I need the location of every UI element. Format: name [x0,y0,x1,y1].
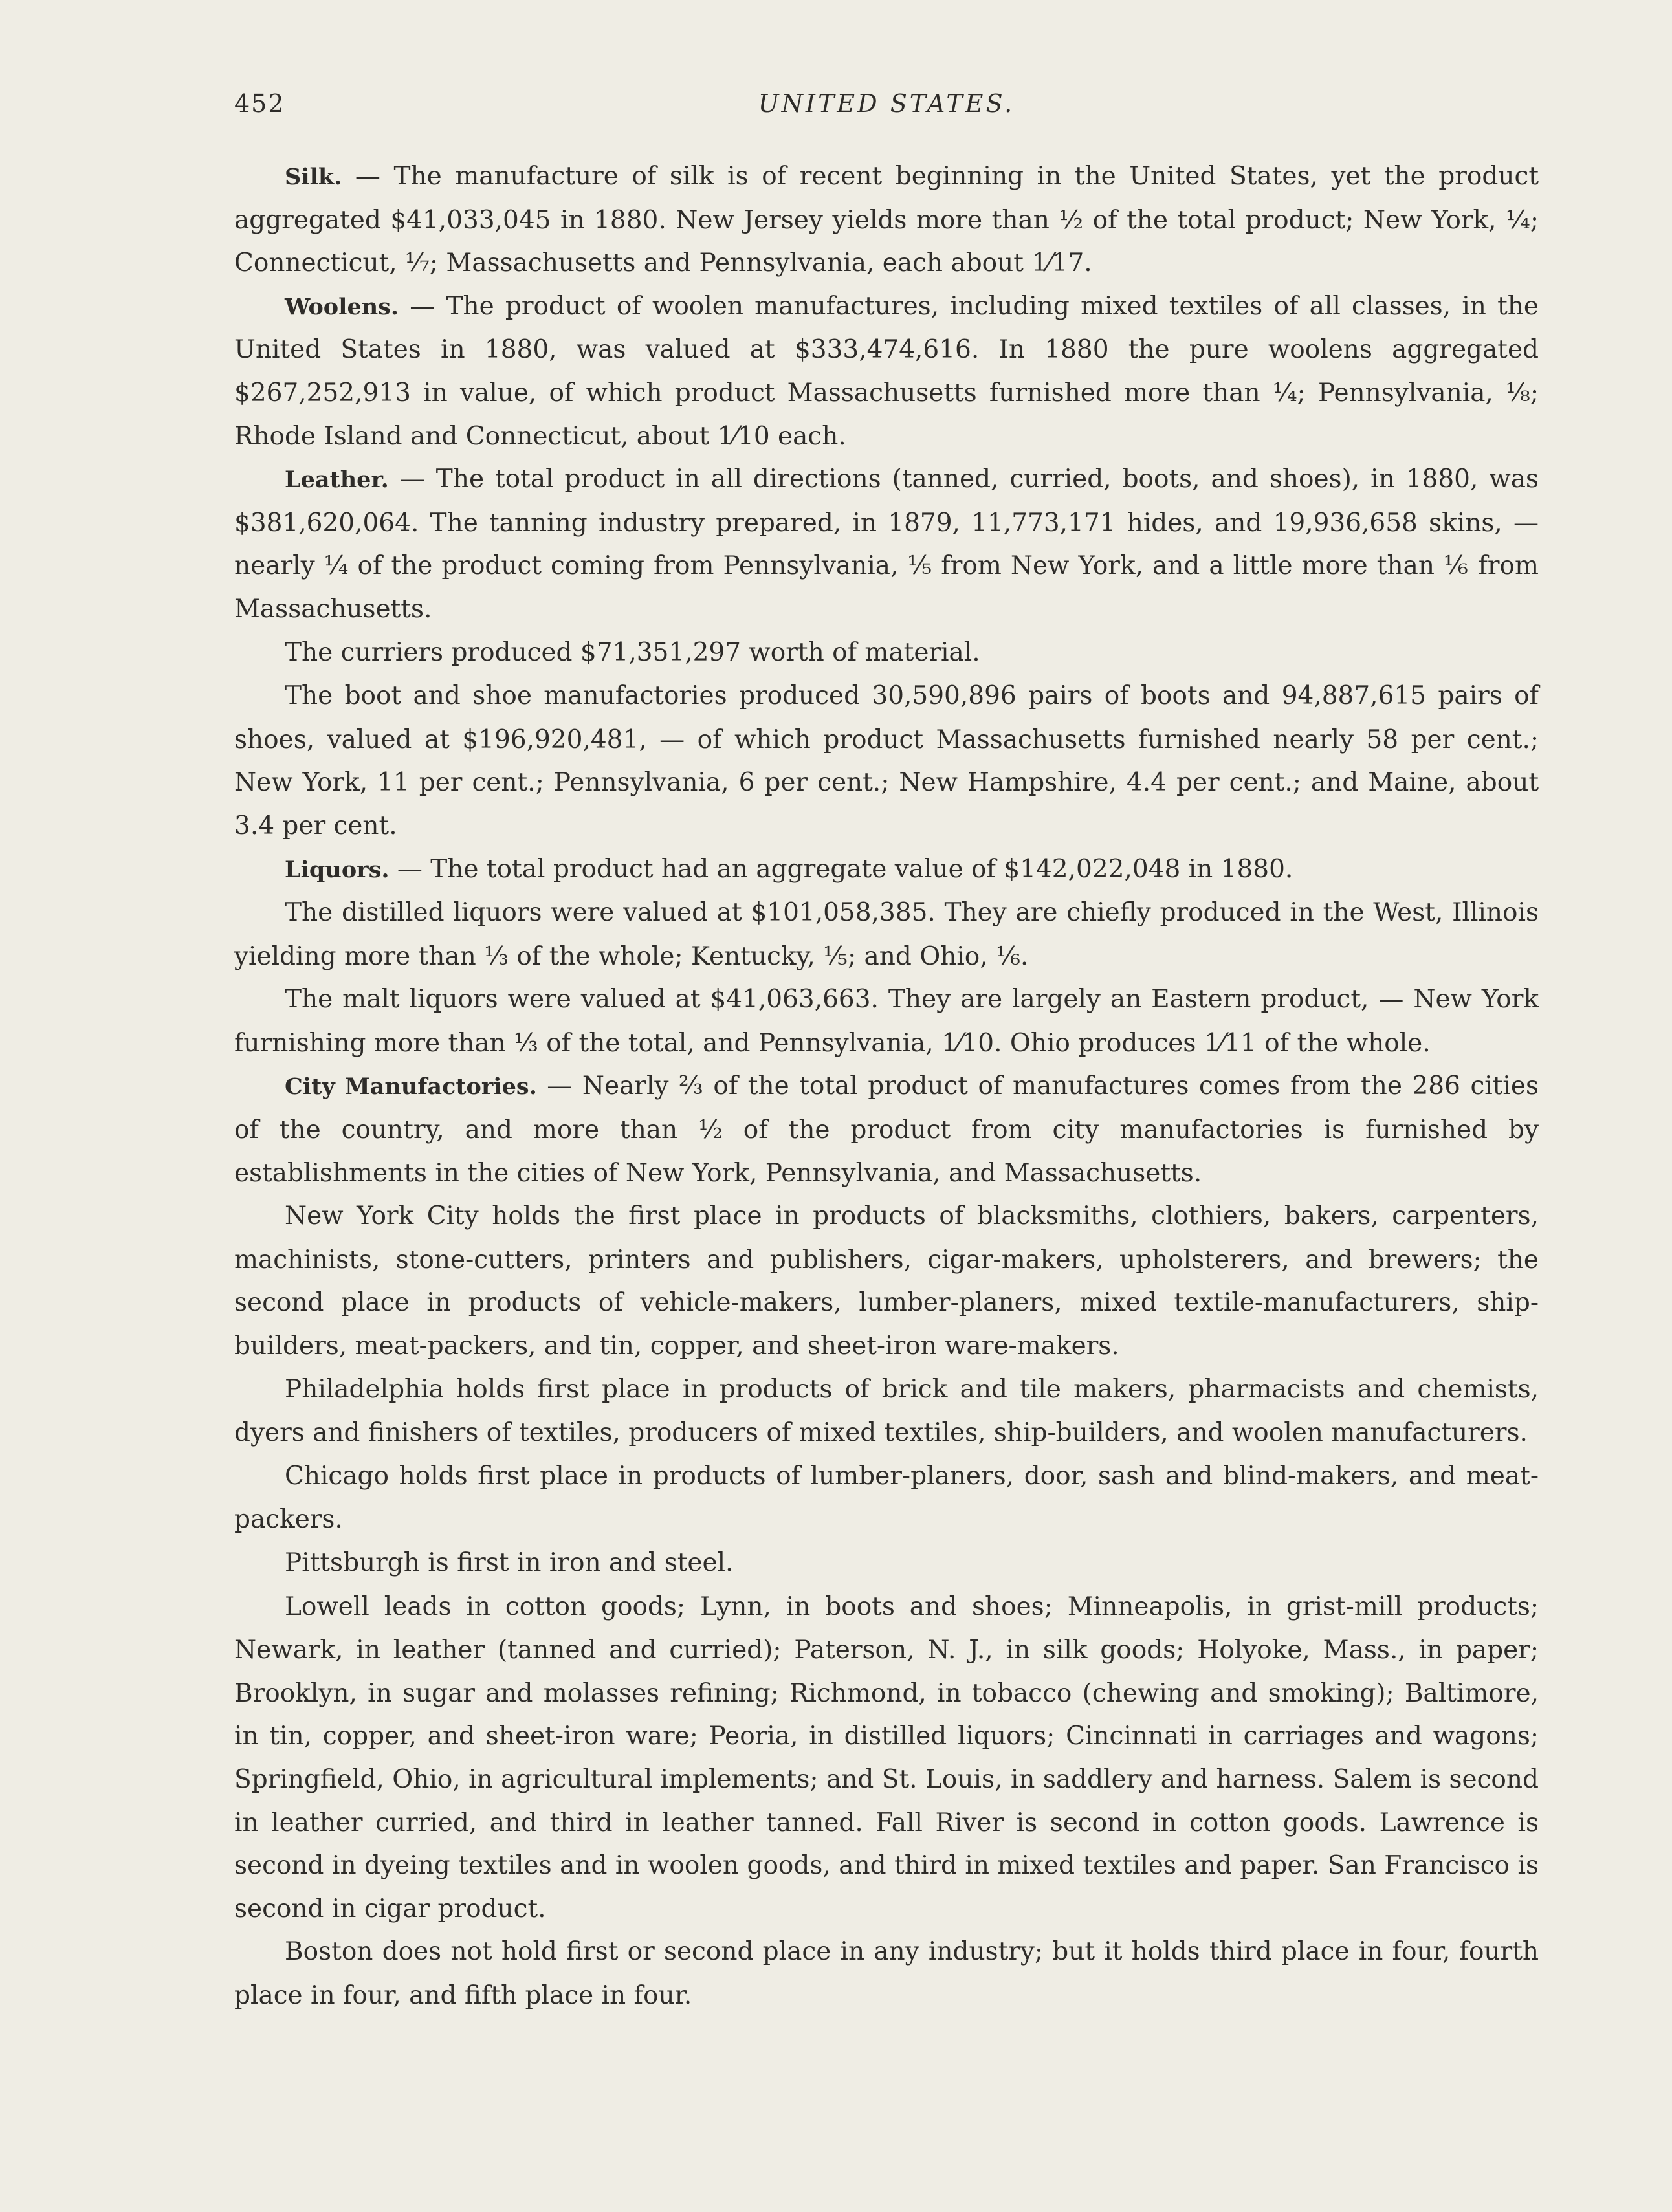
paragraph-distilled-liquors [234,892,1539,978]
paragraph-text: The boot and shoe manufactories produced 30,590,896 pairs of boots and 94,887,615 pairs of shoes, valued at $196,920,481, — of which product Massachusetts furnished nearly 58 per cent.; New York, 11 per cent.; Pennsylvania, 6 per cent.; New Hampshire, 4.4 per cent.; and Maine, about 3.4 per cent. [234,681,1539,840]
paragraph-text: New York City holds the first place in products of blacksmiths, clothiers, bakers, carpenters, machinists, stone-cutters, printers and publishers, cigar-makers, upholsterers, and brewers; the second place in products of vehicle-makers, lumber-planers, mixed textile-manufacturers, ship-builders, meat-packers, and tin, copper, and sheet-iron ware-makers. [234,1201,1539,1361]
paragraph-text: The curriers produced $71,351,297 worth of material. [285,637,980,667]
paragraph-text: The distilled liquors were valued at $101,058,385. They are chiefly produced in the West, Illinois yielding more than ⅓ of the whole; Kentucky, ⅕; and Ohio, ⅙. [234,898,1539,971]
section-heading-leather: Leather. [285,466,389,494]
paragraph-philadelphia [234,1368,1539,1455]
paragraph-liquors [234,848,1539,892]
paragraph-text: Philadelphia holds first place in products of brick and tile makers, pharmacists and chemists, dyers and finishers of textiles, producers of mixed textiles, ship-builders, and woolen manufacturers. [234,1374,1539,1448]
paragraph-text: — The product of woolen manufactures, including mixed textiles of all classes, in the United States in 1880, was valued at $333,474,616. In 1880 the pure woolens aggregated $267,252,913 in value, of which product Massachusetts furnished more than ¼; Pennsylvania, ⅛; Rhode Island and Connecticut, about 1⁄10 each. [234,291,1539,451]
paragraph-text: — The total product had an aggregate value of $142,022,048 in 1880. [389,854,1293,884]
paragraph-city-manufactories [234,1065,1539,1195]
paragraph-curriers [234,631,1539,675]
paragraph-text: — The total product in all directions (tanned, curried, boots, and shoes), in 1880, was $381,620,064. The tanning industry prepared, in 1879, 11,773,171 hides, and 19,936,658 skins, — nearly ¼ of the product coming from Pennsylvania, ⅕ from New York, and a little more than ⅙ from Massachusetts. [234,465,1539,624]
section-heading-silk: Silk. [285,164,342,190]
paragraph-pittsburgh [234,1542,1539,1586]
paragraph-text: Lowell leads in cotton goods; Lynn, in boots and shoes; Minneapolis, in grist-mill products; Newark, in leather (tanned and curried); Paterson, N. J., in silk goods; Holyoke, Mass., in paper; Brooklyn, in sugar and molasses refining; Richmond, in tobacco (chewing and smoking); Baltimore, in tin, copper, and sheet-iron ware; Peoria, in distilled liquors; Cincinnati in carriages and wagons; Springfield, Ohio, in agricultural implements; and St. Louis, in saddlery and harness. Salem is second in leather curried, and third in leather tanned. Fall River is second in cotton goods. Lawrence is second in dyeing textiles and in woolen goods, and third in mixed textiles and paper. San Francisco is second in cigar product. [234,1592,1539,1923]
paragraph-boston [234,1931,1539,2017]
paragraph-text: — Nearly ⅔ of the total product of manufactures comes from the 286 cities of the country, and more than ½ of the product from city manufactories is furnished by establishments in the cities of New York, Pennsylvania, and Massachusetts. [234,1071,1539,1188]
paragraph-malt-liquors [234,978,1539,1065]
page-number: 452 [234,89,285,118]
paragraph-new-york-city [234,1195,1539,1368]
body-text [234,155,1539,2018]
paragraph-text: The malt liquors were valued at $41,063,663. They are largely an Eastern product, — New York furnishing more than ⅓ of the total, and Pennsylvania, 1⁄10. Ohio produces 1⁄11 of the whole. [234,985,1539,1058]
paragraph-woolens [234,285,1539,458]
paragraph-other-cities [234,1586,1539,1931]
section-heading-city-manufactories: City Manufactories. [285,1073,537,1101]
paragraph-boots-shoes [234,675,1539,848]
paragraph-chicago [234,1455,1539,1542]
section-heading-woolens: Woolens. [285,293,399,320]
running-title: UNITED STATES. [758,89,1015,118]
page-header [234,89,1539,128]
section-heading-liquors: Liquors. [285,856,390,883]
paragraph-text: — The manufacture of silk is of recent beginning in the United States, yet the product aggregated $41,033,045 in 1880. New Jersey yields more than ½ of the total product; New York, ¼; Connecticut, ⅐; Massachusetts and Pennsylvania, each about 1⁄17. [234,162,1539,278]
paragraph-leather [234,458,1539,631]
paragraph-text: Boston does not hold first or second place in any industry; but it holds third place in four, fourth place in four, and fifth place in four. [234,1937,1539,2010]
paragraph-silk [234,155,1539,285]
paragraph-text: Pittsburgh is first in iron and steel. [285,1548,734,1577]
paragraph-text: Chicago holds first place in products of lumber-planers, door, sash and blind-makers, and meat-packers. [234,1461,1539,1535]
